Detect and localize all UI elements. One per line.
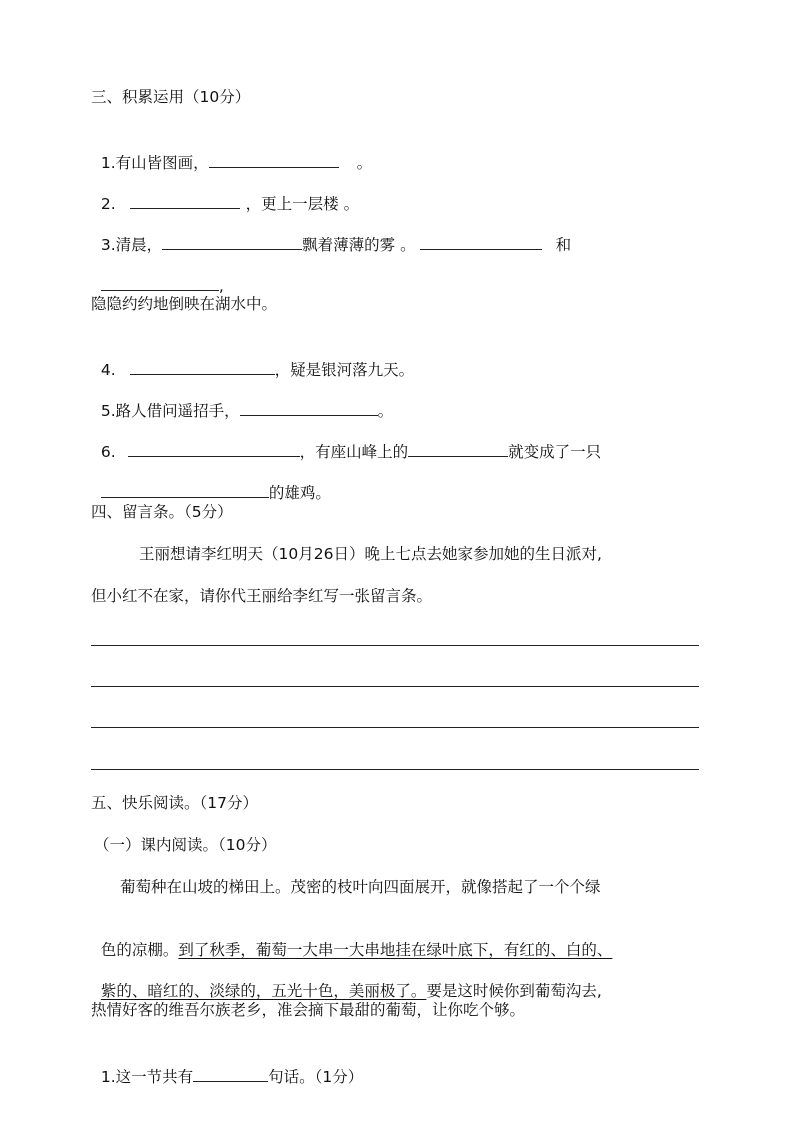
underlined-sentence-part1: 到了秋季，葡萄一大串一大串地挂在绿叶底下，有红的、白的、 [178, 941, 613, 959]
q1-end: 。 [356, 154, 373, 172]
passage-line-3b: 要是这时候你到葡萄沟去, [426, 982, 602, 1000]
section4-title: 四、留言条。（5分） [91, 503, 233, 521]
question-5 [91, 377, 393, 422]
question-3-line2: 隐隐约约地倒映在湖水中。 [91, 295, 278, 313]
q4-blank[interactable] [130, 358, 275, 375]
section4-para-line2: 但小红不在家，请你代王丽给李红写一张留言条。 [91, 587, 433, 605]
q5-end: 。 [377, 402, 394, 420]
question-6 [91, 418, 601, 463]
question-4 [91, 336, 414, 381]
q3-cont-end: , [218, 277, 224, 295]
section5-question-1 [91, 1043, 363, 1088]
q3-blank-3[interactable] [101, 274, 219, 291]
q3-and: 和 [555, 236, 572, 254]
q5-text: 5.路人借问遥招手， [100, 402, 240, 420]
question-6-line2 [91, 459, 331, 504]
q3-blank-1[interactable] [162, 233, 302, 250]
section4-para-line1: 王丽想请李红明天（10月26日）晚上七点去她家参加她的生日派对, [139, 545, 602, 563]
question-1 [91, 129, 372, 174]
section5-title: 五、快乐阅读。（17分） [91, 794, 258, 812]
section3-title: 三、积累运用（10分） [91, 88, 251, 106]
passage-line-3 [91, 958, 602, 1002]
q2-text: ，更上一层楼 。 [245, 195, 360, 213]
answer-line-2[interactable] [91, 686, 699, 687]
q4-text: ，疑是银河落九天。 [274, 361, 415, 379]
q2-num: 2. [100, 195, 116, 213]
answer-line-1[interactable] [91, 645, 699, 646]
q3-text: 3.清晨， [100, 236, 163, 254]
answer-line-3[interactable] [91, 727, 699, 728]
passage-line-4: 热情好客的维吾尔族老乡，准会摘下最甜的葡萄，让你吃个够。 [91, 1001, 526, 1019]
question-2 [91, 170, 359, 215]
q1-text: 1.有山皆图画， [100, 154, 209, 172]
question-3 [91, 211, 571, 256]
q3-mid: 飘着薄薄的雾 。 [302, 236, 416, 254]
question-3-cont [91, 252, 224, 297]
q4-num: 4. [100, 361, 116, 379]
q6-blank-3[interactable] [101, 481, 269, 498]
s5-q1-end: 句话。（1分） [268, 1068, 364, 1086]
s5-q1-blank[interactable] [193, 1065, 268, 1082]
q6-num: 6. [100, 443, 116, 461]
underlined-sentence-part2: 紫的、暗红的、淡绿的，五光十色，美丽极了。 [100, 982, 427, 1000]
q6-text2: 就变成了一只 [508, 443, 602, 461]
section5-subtitle: （一）课内阅读。（10分） [94, 836, 277, 854]
passage-line-1: 葡萄种在山坡的梯田上。茂密的枝叶向四面展开，就像搭起了一个个绿 [120, 878, 601, 896]
s5-q1-text: 1.这一节共有 [100, 1068, 194, 1086]
q6-text: ，有座山峰上的 [299, 443, 409, 461]
q6-blank-1[interactable] [128, 440, 300, 457]
q6-line2: 的雄鸡。 [268, 484, 331, 502]
passage-line-2 [91, 917, 612, 961]
q5-blank[interactable] [240, 399, 378, 416]
answer-line-4[interactable] [91, 769, 699, 770]
passage-line-2a: 色的凉棚。 [100, 941, 179, 959]
q6-blank-2[interactable] [408, 440, 508, 457]
q2-blank[interactable] [130, 192, 240, 209]
q3-blank-2[interactable] [420, 233, 542, 250]
q1-blank[interactable] [209, 151, 339, 168]
